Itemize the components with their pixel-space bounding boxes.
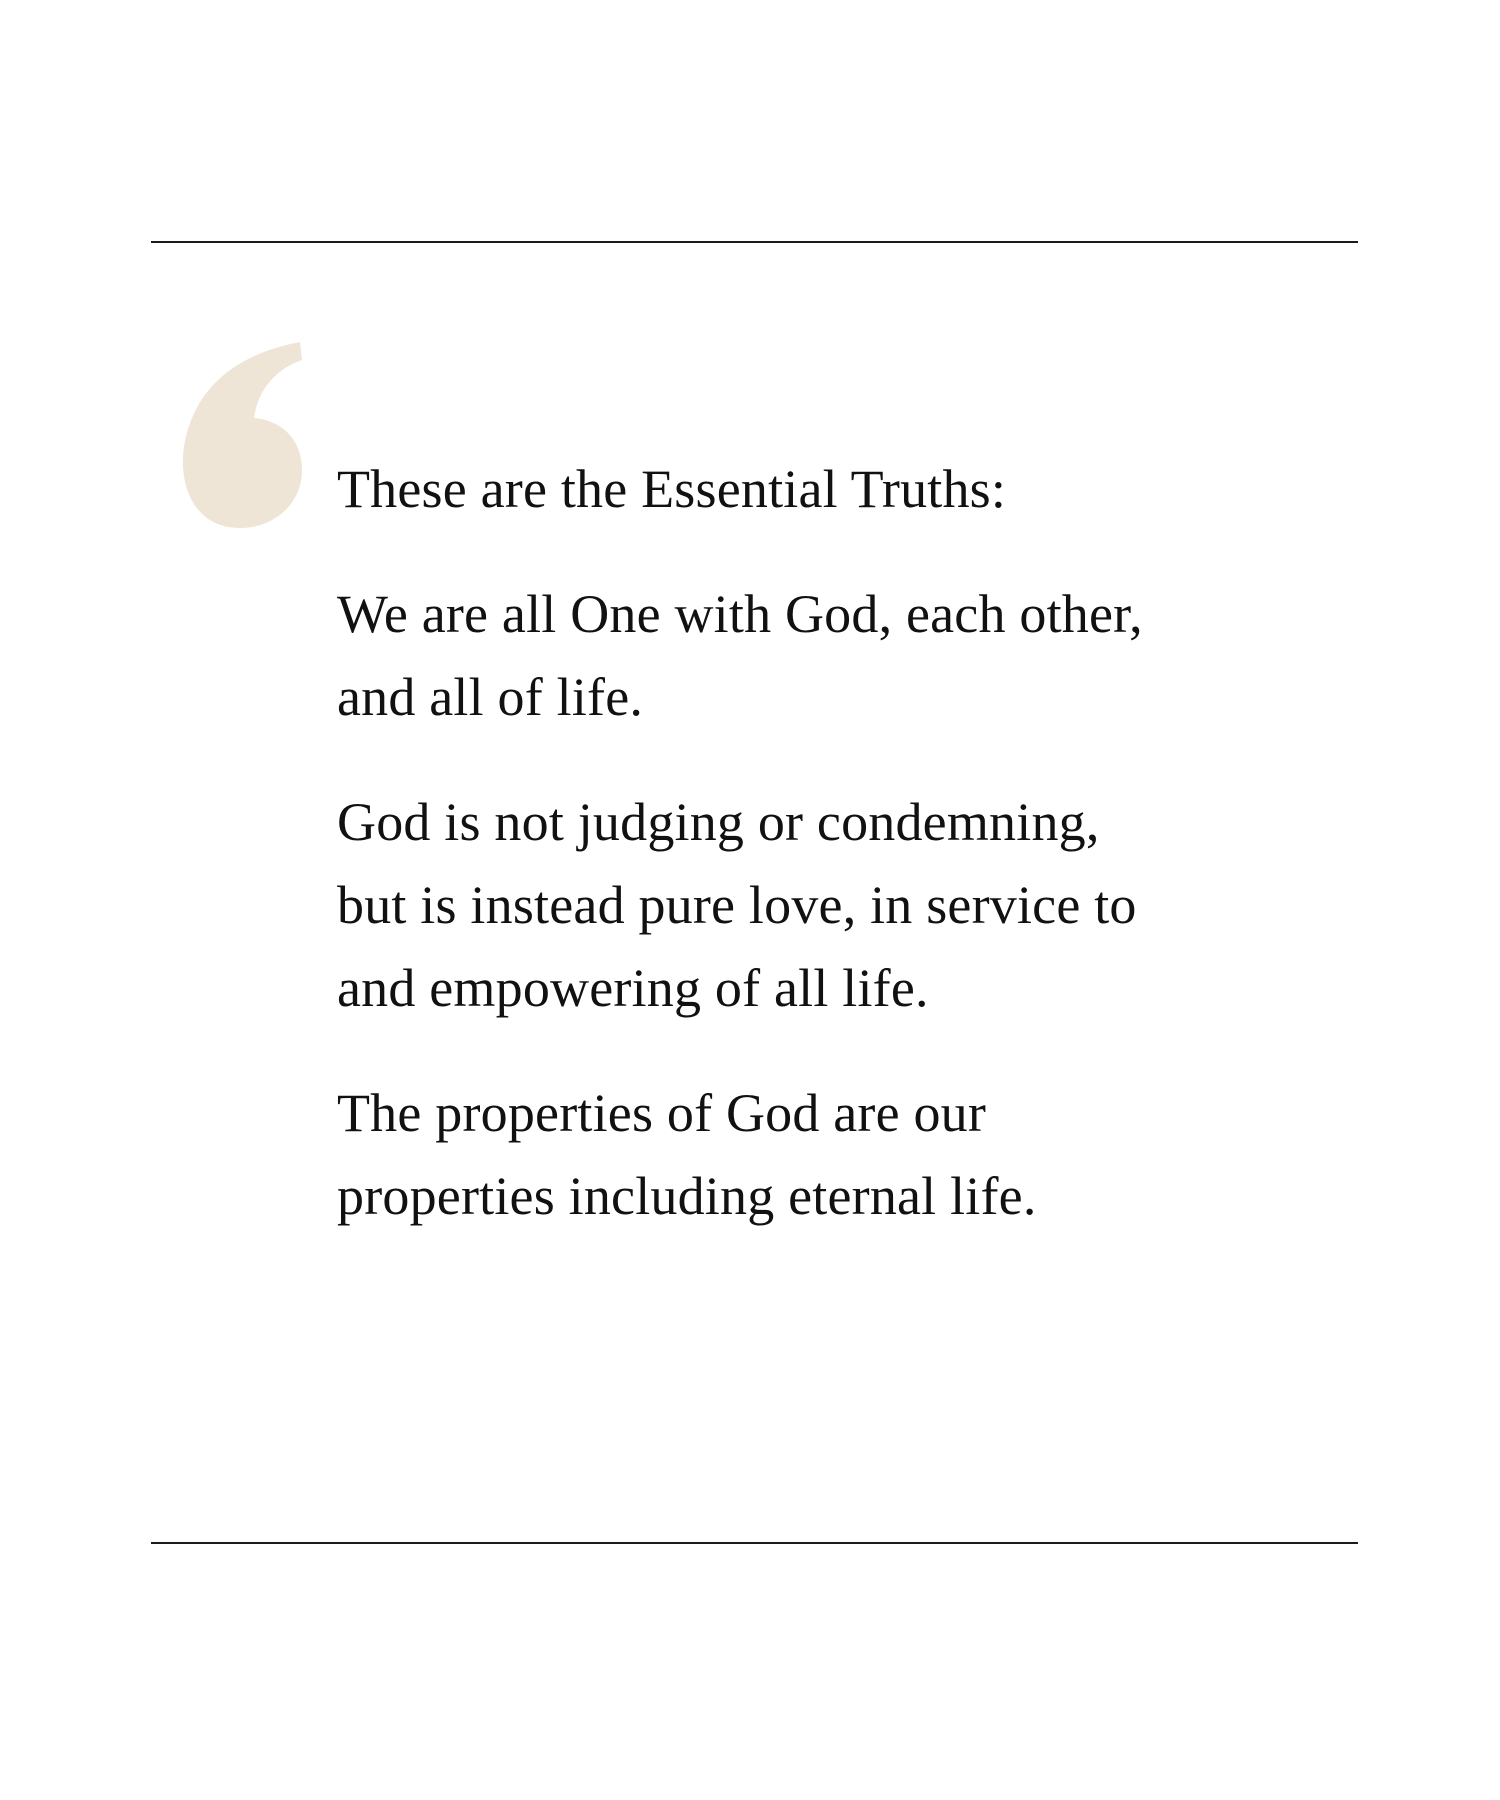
opening-quote-icon <box>178 338 308 533</box>
quote-intro <box>337 448 1297 531</box>
text-line: properties including eternal life. <box>337 1166 1037 1226</box>
bottom-divider <box>151 1542 1358 1544</box>
text-line: The properties of God are our <box>337 1083 987 1143</box>
text-line: but is instead pure love, in service to <box>337 875 1137 935</box>
top-divider <box>151 241 1358 243</box>
text-line: God is not judging or condemning, <box>337 792 1100 852</box>
truth-oneness <box>337 573 1297 739</box>
text-line: We are all One with God, each other, <box>337 584 1143 644</box>
text-line: These are the Essential Truths: <box>337 459 1007 519</box>
quote-body <box>337 448 1297 1280</box>
text-line: and empowering of all life. <box>337 958 929 1018</box>
text-line: and all of life. <box>337 667 644 727</box>
truth-properties <box>337 1072 1297 1238</box>
truth-love <box>337 781 1297 1030</box>
